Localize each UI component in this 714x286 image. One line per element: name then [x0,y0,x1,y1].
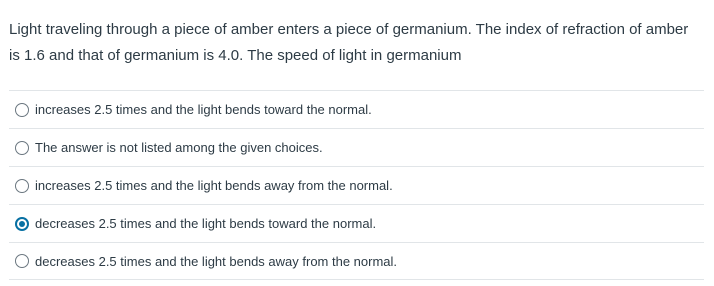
radio-button-4[interactable] [15,217,29,231]
question-text: Light traveling through a piece of amber enters a piece of germanium. The index of refraction of amber is 1.6 and that of germanium is 4.0. The speed of light in germanium [9,21,689,64]
answer-list [9,90,704,280]
answer-option-1[interactable] [9,90,704,128]
answer-label-3: increases 2.5 times and the light bends away from the normal. [35,178,393,193]
radio-button-5[interactable] [15,254,29,268]
radio-button-1[interactable] [15,103,29,117]
radio-button-3[interactable] [15,179,29,193]
answer-label-1: increases 2.5 times and the light bends toward the normal. [35,102,372,117]
answer-label-2: The answer is not listed among the given choices. [35,140,323,155]
answer-option-5[interactable] [9,242,704,280]
answer-label-4: decreases 2.5 times and the light bends toward the normal. [35,216,377,231]
answer-option-3[interactable] [9,166,704,204]
answer-option-4[interactable] [9,204,704,242]
answer-option-2[interactable] [9,128,704,166]
radio-button-2[interactable] [15,141,29,155]
answer-label-5: decreases 2.5 times and the light bends away from the normal. [35,253,398,269]
